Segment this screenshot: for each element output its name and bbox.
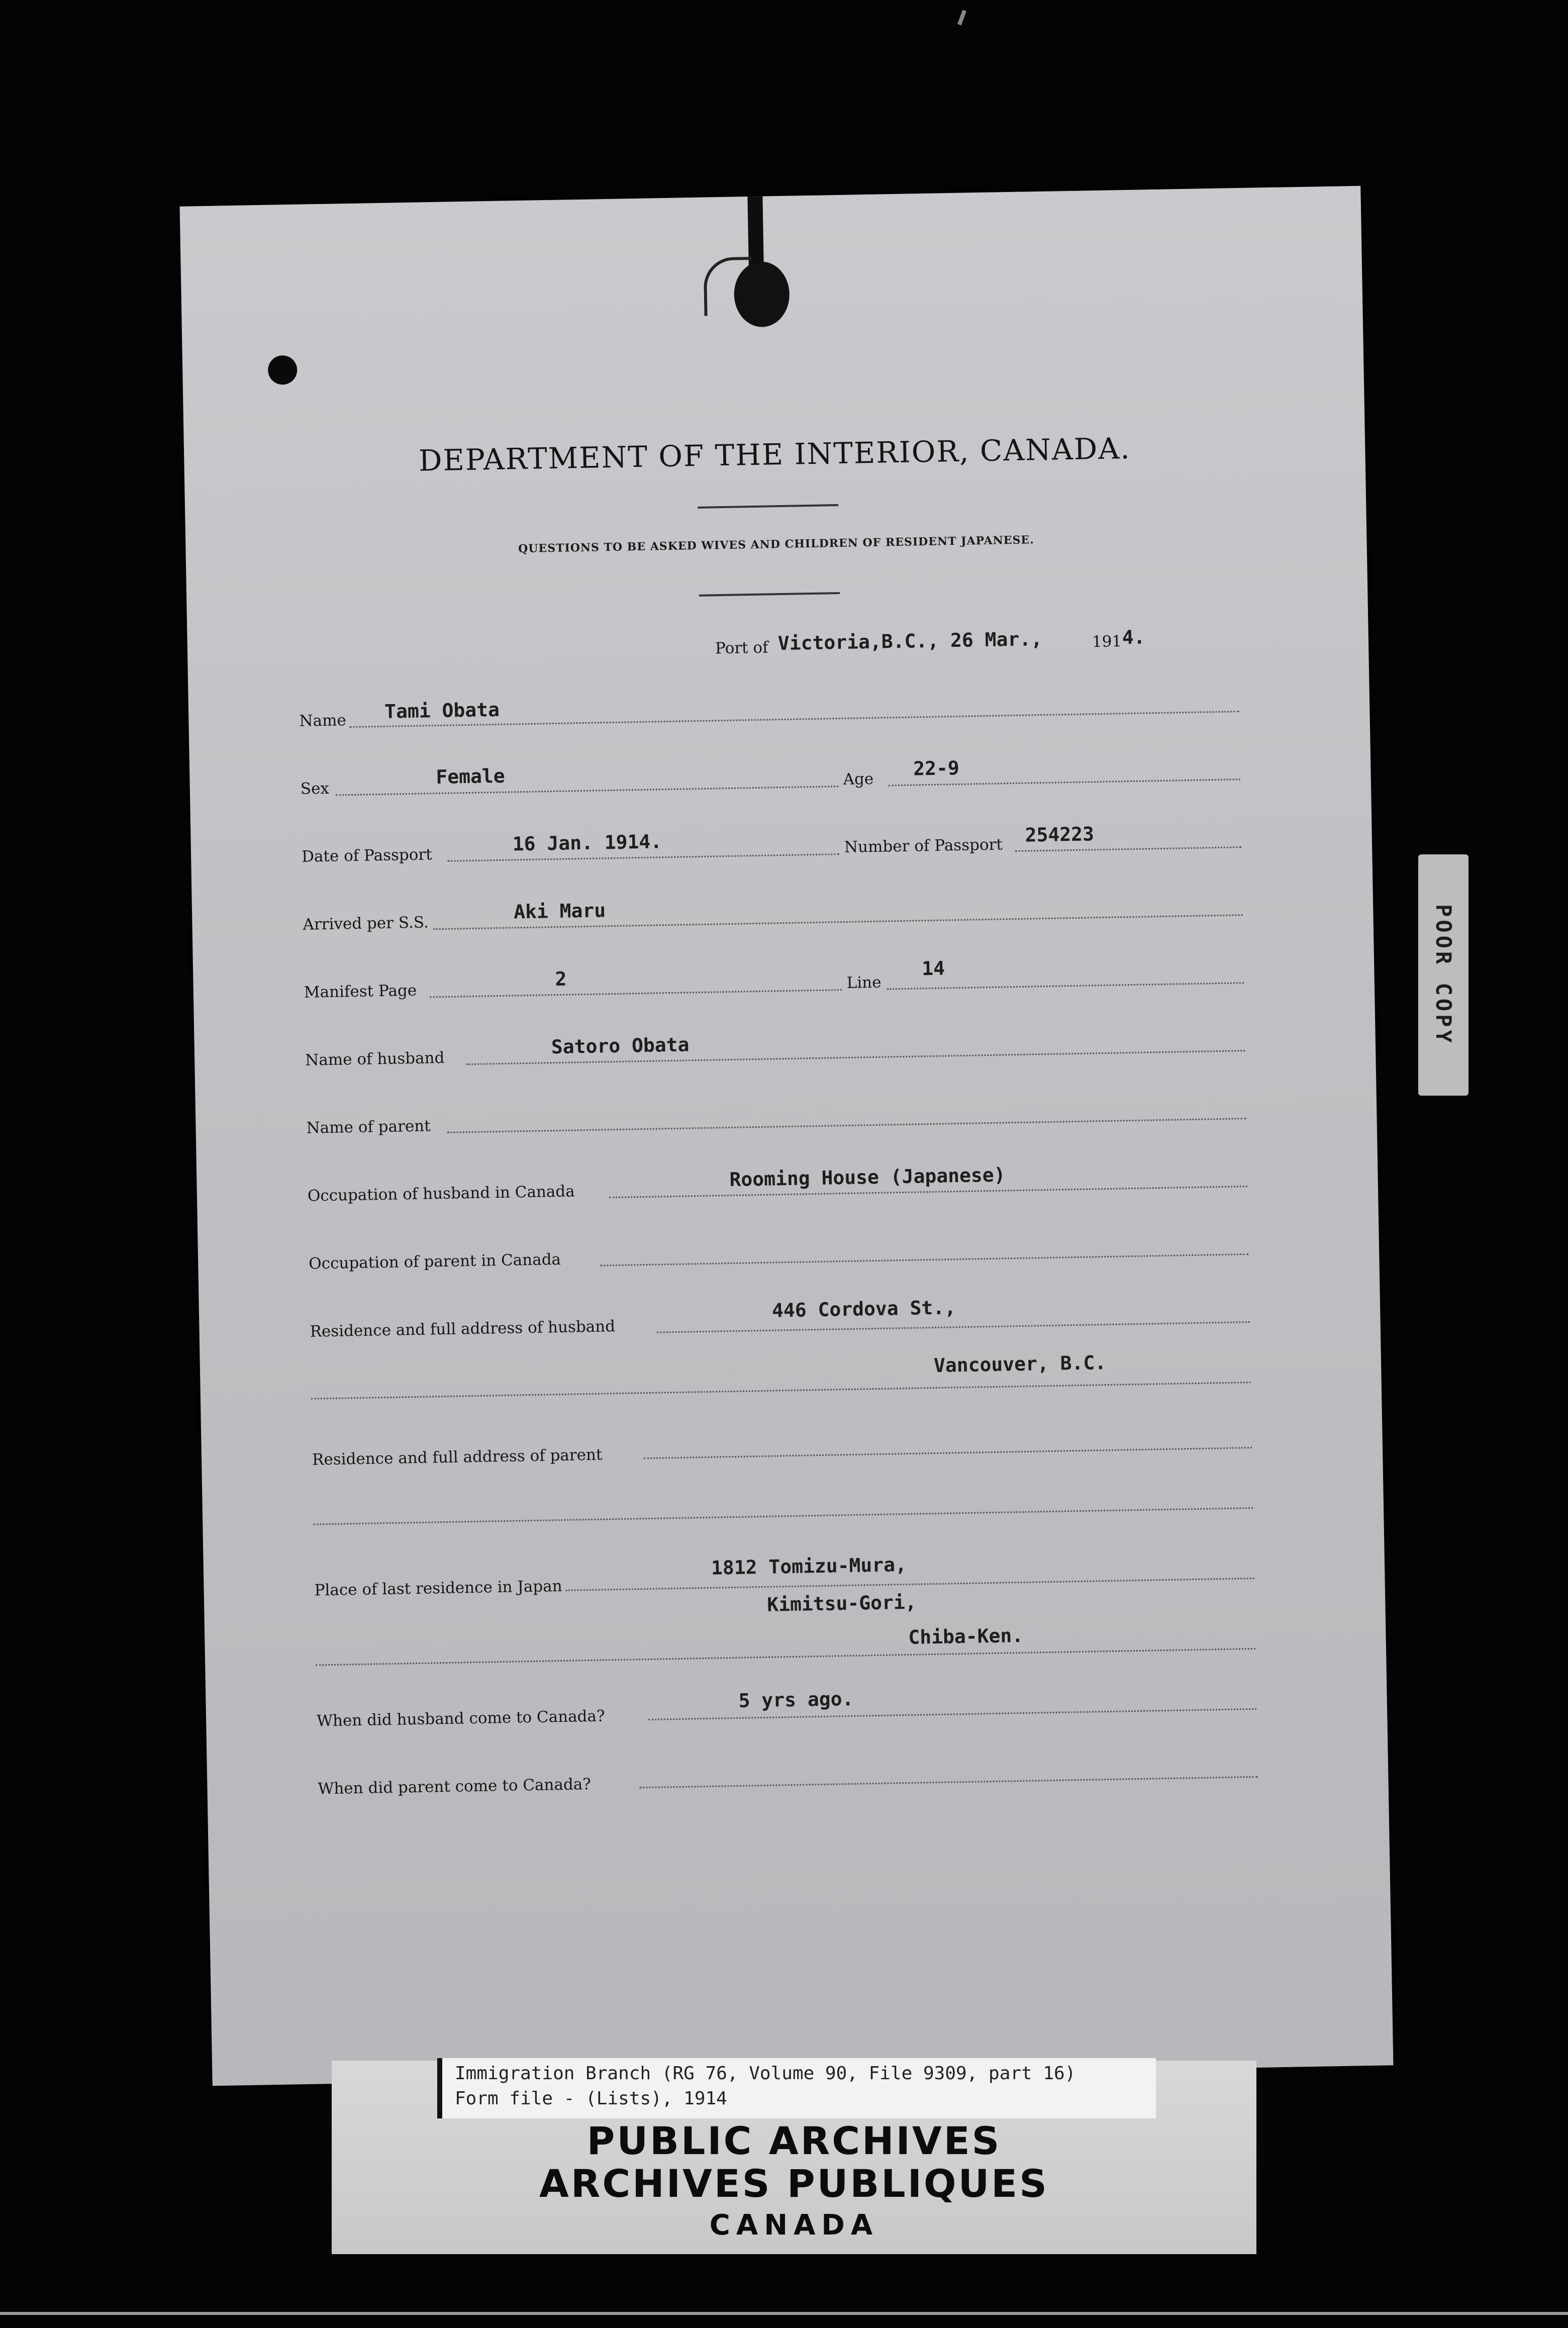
- archive-line-1: PUBLIC ARCHIVES: [586, 2118, 1002, 2163]
- date-of-passport-label: Date of Passport: [301, 845, 432, 866]
- last-residence-line-1: [566, 1578, 1254, 1591]
- port-label: Port of: [715, 638, 768, 658]
- name-of-parent-label: Name of parent: [306, 1117, 431, 1137]
- number-of-passport-label: Number of Passport: [844, 835, 1003, 856]
- residence-husband-line-2: [311, 1382, 1251, 1400]
- occupation-parent-label: Occupation of parent in Canada: [308, 1250, 561, 1273]
- occupation-parent-line: [600, 1253, 1248, 1267]
- age-line: [889, 779, 1240, 786]
- form-title: DEPARTMENT OF THE INTERIOR, CANADA.: [418, 431, 1131, 478]
- title-rule-top: [698, 504, 838, 509]
- residence-husband-value-1: 446 Cordova St.,: [771, 1296, 956, 1322]
- sex-label: Sex: [300, 779, 330, 798]
- archive-line-3: CANADA: [709, 2209, 879, 2242]
- husband-came-label: When did husband come to Canada?: [316, 1707, 605, 1730]
- age-label: Age: [843, 769, 874, 789]
- year-prefix: 191: [1092, 632, 1122, 651]
- poor-copy-stamp-text: POOR COPY: [1431, 904, 1456, 1046]
- title-rule-bottom: [699, 592, 840, 597]
- occupation-husband-value: Rooming House (Japanese): [729, 1163, 1006, 1191]
- punch-hole: [268, 355, 298, 385]
- name-label: Name: [299, 711, 347, 730]
- number-of-passport-line: [1015, 846, 1241, 852]
- name-of-parent-line: [447, 1118, 1246, 1133]
- last-residence-label: Place of last residence in Japan: [314, 1577, 562, 1600]
- last-residence-value-3: Chiba-Ken.: [908, 1624, 1024, 1648]
- residence-husband-label: Residence and full address of husband: [310, 1317, 616, 1341]
- date-of-passport-value: 16 Jan. 1914.: [512, 830, 662, 855]
- number-of-passport-value: 254223: [1025, 823, 1095, 846]
- occupation-husband-line: [609, 1186, 1247, 1198]
- residence-parent-label: Residence and full address of parent: [312, 1445, 603, 1469]
- residence-parent-line-2: [313, 1507, 1253, 1525]
- archive-line-2: ARCHIVES PUBLIQUES: [539, 2161, 1049, 2206]
- name-of-husband-value: Satoro Obata: [551, 1033, 690, 1058]
- manifest-page-line: [430, 989, 842, 998]
- age-value: 22-9: [913, 756, 960, 780]
- name-value: Tami Obata: [384, 698, 500, 723]
- residence-parent-line-1: [644, 1447, 1252, 1459]
- last-residence-value-1: 1812 Tomizu-Mura,: [711, 1553, 907, 1579]
- occupation-husband-label: Occupation of husband in Canada: [307, 1182, 575, 1205]
- date-of-passport-line: [447, 853, 839, 862]
- archive-reference-line-1: Immigration Branch (RG 76, Volume 90, File 9309, part 16): [455, 2063, 1076, 2084]
- arrived-per-ss-label: Arrived per S.S.: [303, 913, 429, 934]
- sex-line: [336, 786, 838, 796]
- form-sheet: [180, 186, 1394, 2086]
- arrived-per-ss-value: Aki Maru: [513, 899, 606, 923]
- parent-came-line: [640, 1776, 1258, 1788]
- binder-clip-wire: [703, 257, 752, 316]
- line-label: Line: [846, 973, 881, 992]
- line-line: [887, 982, 1244, 990]
- residence-husband-line-1: [657, 1321, 1250, 1333]
- year-suffix: 4.: [1122, 626, 1145, 649]
- form-subtitle: QUESTIONS TO BE ASKED WIVES AND CHILDREN OF RESIDENT JAPANESE.: [518, 533, 1035, 556]
- manifest-page-label: Manifest Page: [304, 981, 417, 1002]
- name-of-husband-label: Name of husband: [305, 1048, 445, 1070]
- residence-husband-value-2: Vancouver, B.C.: [933, 1351, 1107, 1377]
- last-residence-line-2: [316, 1648, 1255, 1666]
- parent-came-label: When did parent come to Canada?: [318, 1775, 592, 1798]
- sex-value: Female: [436, 764, 506, 789]
- port-value: Victoria,B.C., 26 Mar.,: [777, 627, 1043, 655]
- last-residence-value-2: Kimitsu-Gori,: [766, 1591, 917, 1616]
- line-value: 14: [921, 957, 945, 980]
- film-edge: [0, 2312, 1568, 2315]
- film-speck: [957, 10, 966, 26]
- archive-reference-line-2: Form file - (Lists), 1914: [455, 2088, 727, 2109]
- husband-came-value: 5 yrs ago.: [738, 1687, 854, 1712]
- manifest-page-value: 2: [555, 967, 567, 990]
